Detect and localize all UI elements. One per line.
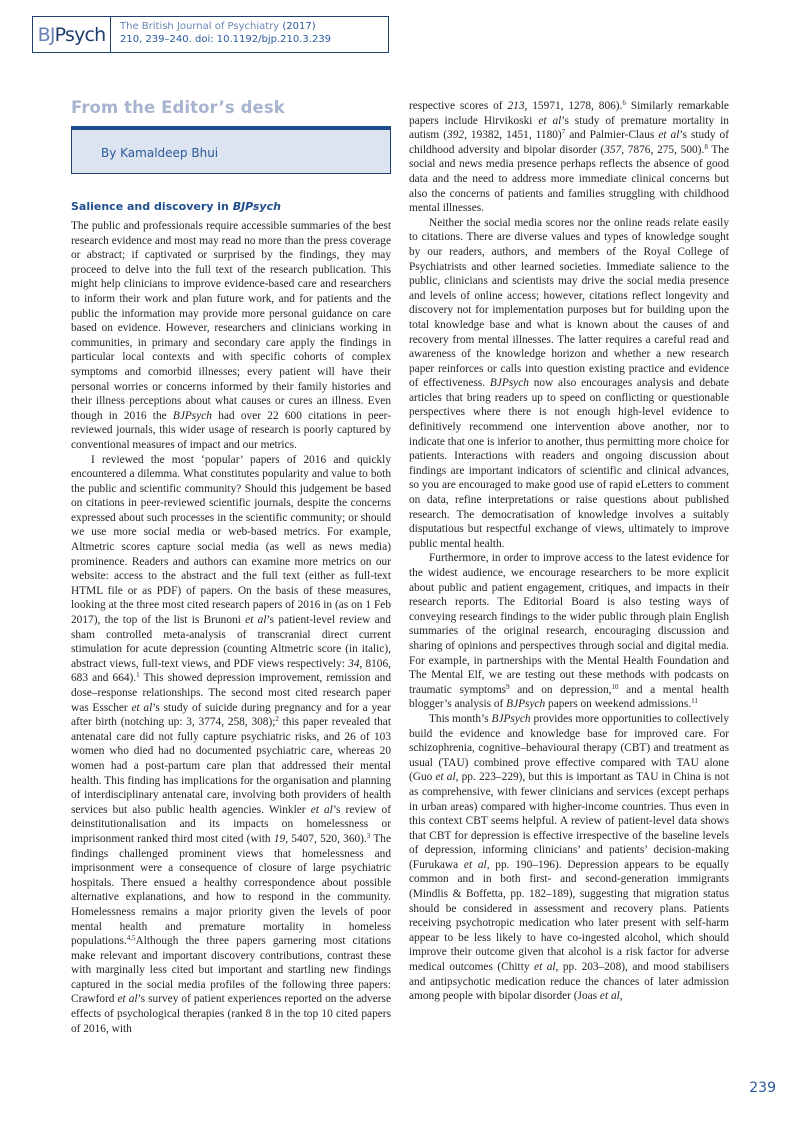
journal-year: (2017): [282, 21, 316, 32]
reference-link[interactable]: 7: [561, 128, 566, 137]
reference-link[interactable]: 9: [506, 682, 510, 691]
article-subheading: [71, 200, 281, 213]
paragraph: This month’s BJPsych provides more opportunities to collectively build the evidence and knowledge base for improved care. For schizophrenia, cognitive–behavioural therapy (CBT) and treatment as usual (TAU) combined prove effective compared with TAU alone (Guo et al, pp. 223–229), but this is important as TAU in China is not as comprehensive, with fewer clinicians and services (except perhaps in urban areas) compared with higher-income countries. Thus even in this context CBT seems helpful. A review of patient-level data shows that CBT for depression is effective irrespective of the baseline levels of depression, informing clinicians’ and patients’ decision-making (Furukawa et al, pp. 190–196). Depression appears to be equally common and in both first- and second-generation immigrants (Mindlis & Boffetta, pp. 182–189), suggesting that migration status should be considered in assessment and recovery plans. Patients receiving psychotropic medication who later present with self-harm appear to be less likely to have co-ingested alcohol, which should improve their outcome given that alcohol is a risk factor for adverse medical outcomes (Chitty et al, pp. 203–208), and mood stabilisers and antipsychotic medication reduce the chances of later admission among people with bipolar disorder (Joas et al,: [409, 712, 730, 1003]
reference-link[interactable]: 8: [704, 142, 708, 151]
reference-link[interactable]: 3: [366, 831, 371, 840]
subhead-journal: BJPsych: [232, 200, 281, 213]
reference-link[interactable]: 10: [611, 682, 619, 691]
left-column: [71, 219, 391, 1036]
paragraph: I reviewed the most ‘popular’ papers of 2016 and quickly encountered a dilemma. What constitutes popularity and value to both the public and scientific community? Should this judgement be based on citations in peer-reviewed scientific journals, despite the concerns expressed about such processes in the scientific community; or should we use more social media or web-based metrics. For example, Altmetric scores capture social media (as well as news media) prominence. Readers and authors can examine more metrics on our website: access to the abstract and the full text (either as full-text HTML file or as PDF) of papers. On the basis of these measures, looking at the three most cited research papers of 2016 in (as on 1 Feb 2017), the top of the list is Brunoni et al’s patient-level review and sham controlled meta-analysis of transcranial direct current stimulation for acute depression (counting Altmetric score (in italic), abstract views, full-text views, and PDF views respectively: 34, 8106, 683 and 664).$^1$ This showed depression improvement, remission and dose–response relationships. The second most cited research paper was Esscher et al’s study of suicide during pregnancy and for a year after birth (notching up: 3, 3774, 258, 308);$^2$ this paper revealed that antenatal care did not fully capture psychiatric risks, and 26 of 103 women who died had no documented psychiatric care, whereas 20 women had a post-partum care plan that addressed their mental health. This finding has implications for the organisation and planning of interdisciplinary antenatal care, involving both providers of health services but also public health agencies. Winkler et al’s review of deinstitutionalisation and its impacts on homelessness or imprisonment ranked third most cited (with 19, 5407, 520, 360).$^3$ The findings challenged prominent views that homelessness and imprisonment were a consequence of closure of large psychiatric hospitals. There ensued a healthy correspondence about possible alternative explanations, and how to respond in the community. Homelessness remains a major priority given the levels of poor mental health and premature mortality in homeless populations.$^{4,5}$Although the three papers garnering most citations make relevant and important discovery contributions, contrast these with marginally less cited but important and startling new findings captured in the social media profiles of the following three papers: Crawford et al’s survey of patient experiences reported on the adverse effects of psychological therapies (ranked 8 in the top 10 cited papers of 2016, with: [71, 453, 391, 1035]
paragraph: Furthermore, in order to improve access to the latest evidence for the widest audience, we encourage researchers to be more explicit about public and patient engagement, critiques, and impacts in their research reports. The Editorial Board is also testing ways of conveying research findings to the wider public through plain English summaries of the original research, encouraging discussion and sharing of opinions and perspectives through social and digital media. For example, in partnerships with the Mental Health Foundation and The Mental Elf, we are testing out these methods with podcasts on traumatic symptoms$^9$ and on depression,$^{10}$ and a mental health blogger’s analysis of BJPsych papers on weekend admissions.$^{11}$: [409, 552, 729, 711]
section-title: From the Editor’s desk: [71, 98, 285, 117]
reference-link[interactable]: 2: [275, 715, 279, 724]
subhead-text: Salience and discovery in: [71, 200, 233, 213]
journal-citation: [111, 17, 331, 52]
reference-link[interactable]: 6: [622, 99, 626, 107]
reference-link[interactable]: 11: [691, 697, 698, 706]
byline-box: [71, 126, 391, 174]
journal-name: The British Journal of Psychiatry: [120, 21, 280, 32]
page-number: 239: [749, 1080, 776, 1096]
doi-link[interactable]: doi: 10.1192/bjp.210.3.239: [194, 34, 332, 45]
right-column: [409, 99, 729, 1004]
paragraph: Neither the social media scores nor the online reads relate easily to citations. There are diverse values and types of knowledge sought by our readers, authors, and members of the Royal College of Psychiatrists and other learned societies. Immediate salience to the public, clinicians and scientists may drive the social media presence and levels of online access; however, citations reflect longevity and discovery not for implementation purposes but for building upon the total knowledge base and what is known about the causes of and recovery from mental illnesses. The latter requires a careful read and awareness of the knowledge horizon and whether a new research paper reinforces or calls into question existing practice and evidence of effectiveness. BJPsych now also encourages analysis and debate articles that bring readers up to speed on conflicting or questionable perspectives where there is not enough high-level evidence to definitively recommend one intervention above another, nor to indicate that one is inferior to another, thus permitting more choice for patients. Interactions with readers and ongoing discussion about findings are important indicators of scientific and clinical advances, so you are encouraged to make good use of rapid eLetters to comment on data, refine interpretations or raise questions about published research. The democratisation of knowledge involves a suitably disputatious but respectful exchange of views, ultimately to improve public mental health.: [409, 216, 729, 550]
reference-link[interactable]: 1: [136, 671, 140, 680]
logo-bj: BJ: [37, 23, 55, 46]
volume-pages: 210, 239–240.: [120, 34, 192, 45]
paragraph: The public and professionals require accessible summaries of the best research evidence and most may read no more than the press coverage or abstract; if captivated or surprised by the findings, they may proceed to delve into the full text of the research publication. This might help clinicians to improve evidence-based care and researchers to inform their work and plan future work, and for patients and the public the information may provide more personal guidance on care based on evidence. However, researchers and clinicians working in communities, in primary and secondary care apply the findings in particular local contexts and with specific cohorts of complex symptoms and comorbid illnesses; every patient will have their personal worries or concerns informed by their family histories and their illness perceptions about what causes or cures an illness. Even though in 2016 the BJPsych had over 22 600 citations in peer-reviewed journals, this wider usage of research is poorly captured by conventional measures of impact and our metrics.: [71, 220, 391, 451]
paragraph: respective scores of 213, 15971, 1278, 806).$^6$ Similarly remarkable papers include Hirvikoski et al’s study of premature mortality in autism (392, 19382, 1451, 1180)$^7$ and Palmier-Claus et al’s study of childhood adversity and bipolar disorder (357, 7876, 275, 500).$^8$ The social and news media presence perhaps reflects the absence of good data and the need to address more immediate clinical concerns but also the concerns of patients and families struggling with childhood mental illnesses.: [409, 99, 729, 215]
journal-header: [32, 16, 389, 53]
bjpsych-logo: [33, 17, 111, 52]
reference-link[interactable]: 4,5: [126, 934, 136, 943]
author-byline: By Kamaldeep Bhui: [101, 146, 219, 160]
logo-psych: Psych: [54, 23, 106, 46]
